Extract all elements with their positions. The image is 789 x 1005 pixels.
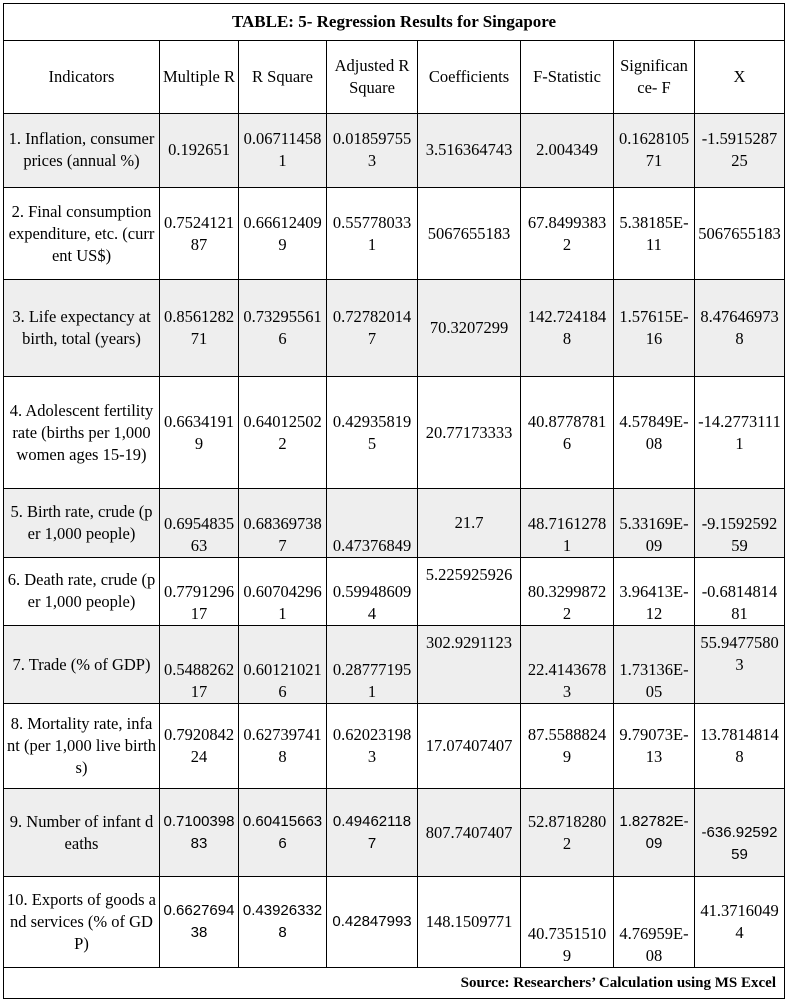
source-note: Source: Researchers’ Calculation using MS Excel xyxy=(4,967,785,998)
header-coefficients: Coefficients xyxy=(418,41,521,113)
indicator-cell: 7. Trade (% of GDP) xyxy=(4,626,160,704)
x-cell: 41.37160494 xyxy=(695,877,785,967)
f-statistic-cell: 87.55888249 xyxy=(521,704,614,788)
f-statistic-cell: 142.7241848 xyxy=(521,280,614,376)
adj-r-square-cell: 0.429358195 xyxy=(327,376,418,489)
r-square-cell: 0.732955616 xyxy=(239,280,327,376)
x-cell: -0.681481481 xyxy=(695,557,785,625)
multiple-r-cell: 0.192651 xyxy=(160,113,239,187)
multiple-r-cell: 0.695483563 xyxy=(160,489,239,557)
multiple-r-cell: 0.66341919 xyxy=(160,376,239,489)
f-statistic-cell: 2.004349 xyxy=(521,113,614,187)
f-statistic-cell: 67.84993832 xyxy=(521,187,614,279)
significance-f-cell: 1.57615E-16 xyxy=(614,280,695,376)
table-row xyxy=(4,877,785,967)
x-cell: -14.27731111 xyxy=(695,376,785,489)
indicator-cell: 6. Death rate, crude (per 1,000 people) xyxy=(4,557,160,625)
significance-f-cell: 9.79073E-13 xyxy=(614,704,695,788)
adj-r-square-cell: 0.727820147 xyxy=(327,280,418,376)
x-cell: 55.94775803 xyxy=(695,626,785,704)
multiple-r-cell: 0.856128271 xyxy=(160,280,239,376)
header-x: X xyxy=(695,41,785,113)
adj-r-square-cell: 0.42847993 xyxy=(327,877,418,967)
coefficients-cell: 21.7 xyxy=(418,489,521,557)
header-r-square: R Square xyxy=(239,41,327,113)
f-statistic-cell: 40.87787816 xyxy=(521,376,614,489)
indicator-cell: 4. Adolescent fertility rate (births per 1,000 women ages 15-19) xyxy=(4,376,160,489)
table-row xyxy=(4,489,785,557)
significance-f-cell: 3.96413E-12 xyxy=(614,557,695,625)
f-statistic-cell: 40.73515109 xyxy=(521,877,614,967)
indicator-cell: 5. Birth rate, crude (per 1,000 people) xyxy=(4,489,160,557)
table-row xyxy=(4,626,785,704)
x-cell: 13.78148148 xyxy=(695,704,785,788)
significance-f-cell: 4.57849E-08 xyxy=(614,376,695,489)
coefficients-cell: 70.3207299 xyxy=(418,280,521,376)
multiple-r-cell: 0.662769438 xyxy=(160,877,239,967)
table-row xyxy=(4,113,785,187)
r-square-cell: 0.604156636 xyxy=(239,788,327,876)
r-square-cell: 0.683697387 xyxy=(239,489,327,557)
adj-r-square-cell: 0.47376849 xyxy=(327,489,418,557)
r-square-cell: 0.640125022 xyxy=(239,376,327,489)
x-cell: -9.159259259 xyxy=(695,489,785,557)
f-statistic-cell: 52.87182802 xyxy=(521,788,614,876)
indicator-cell: 10. Exports of goods and services (% of GDP) xyxy=(4,877,160,967)
adj-r-square-cell: 0.620231983 xyxy=(327,704,418,788)
table-row xyxy=(4,704,785,788)
indicator-cell: 1. Inflation, consumer prices (annual %) xyxy=(4,113,160,187)
coefficients-cell: 3.516364743 xyxy=(418,113,521,187)
coefficients-cell: 148.1509771 xyxy=(418,877,521,967)
header-adjusted-r-square: Adjusted R Square xyxy=(327,41,418,113)
significance-f-cell: 1.82782E-09 xyxy=(614,788,695,876)
coefficients-cell: 302.9291123 xyxy=(418,626,521,704)
significance-f-cell: 1.73136E-05 xyxy=(614,626,695,704)
table-row xyxy=(4,788,785,876)
multiple-r-cell: 0.779129617 xyxy=(160,557,239,625)
f-statistic-cell: 80.32998722 xyxy=(521,557,614,625)
adj-r-square-cell: 0.494621187 xyxy=(327,788,418,876)
r-square-cell: 0.666124099 xyxy=(239,187,327,279)
adj-r-square-cell: 0.557780331 xyxy=(327,187,418,279)
indicator-cell: 3. Life expectancy at birth, total (years) xyxy=(4,280,160,376)
significance-f-cell: 5.38185E-11 xyxy=(614,187,695,279)
significance-f-cell: 0.162810571 xyxy=(614,113,695,187)
coefficients-cell: 17.07407407 xyxy=(418,704,521,788)
adj-r-square-cell: 0.599486094 xyxy=(327,557,418,625)
adj-r-square-cell: 0.287771951 xyxy=(327,626,418,704)
r-square-cell: 0.627397418 xyxy=(239,704,327,788)
regression-table xyxy=(3,3,785,999)
x-cell: 5067655183 xyxy=(695,187,785,279)
r-square-cell: 0.601210216 xyxy=(239,626,327,704)
multiple-r-cell: 0.752412187 xyxy=(160,187,239,279)
table-row xyxy=(4,280,785,376)
multiple-r-cell: 0.792084224 xyxy=(160,704,239,788)
multiple-r-cell: 0.548826217 xyxy=(160,626,239,704)
f-statistic-cell: 22.41436783 xyxy=(521,626,614,704)
x-cell: -636.9259259 xyxy=(695,788,785,876)
x-cell: 8.476469738 xyxy=(695,280,785,376)
coefficients-cell: 20.77173333 xyxy=(418,376,521,489)
header-significance-f: Significance- F xyxy=(614,41,695,113)
table-row xyxy=(4,187,785,279)
table-row xyxy=(4,557,785,625)
indicator-cell: 2. Final consumption expenditure, etc. (current US$) xyxy=(4,187,160,279)
significance-f-cell: 5.33169E-09 xyxy=(614,489,695,557)
indicator-cell: 8. Mortality rate, infant (per 1,000 live births) xyxy=(4,704,160,788)
r-square-cell: 0.439263328 xyxy=(239,877,327,967)
r-square-cell: 0.067114581 xyxy=(239,113,327,187)
coefficients-cell: 5067655183 xyxy=(418,187,521,279)
adj-r-square-cell: 0.018597553 xyxy=(327,113,418,187)
table-title: TABLE: 5- Regression Results for Singapore xyxy=(4,4,785,41)
multiple-r-cell: 0.710039883 xyxy=(160,788,239,876)
header-multiple-r: Multiple R xyxy=(160,41,239,113)
x-cell: -1.591528725 xyxy=(695,113,785,187)
indicator-cell: 9. Number of infant deaths xyxy=(4,788,160,876)
coefficients-cell: 5.225925926 xyxy=(418,557,521,625)
coefficients-cell: 807.7407407 xyxy=(418,788,521,876)
table-row xyxy=(4,376,785,489)
f-statistic-cell: 48.71612781 xyxy=(521,489,614,557)
r-square-cell: 0.607042961 xyxy=(239,557,327,625)
significance-f-cell: 4.76959E-08 xyxy=(614,877,695,967)
header-f-statistic: F-Statistic xyxy=(521,41,614,113)
header-indicators: Indicators xyxy=(4,41,160,113)
